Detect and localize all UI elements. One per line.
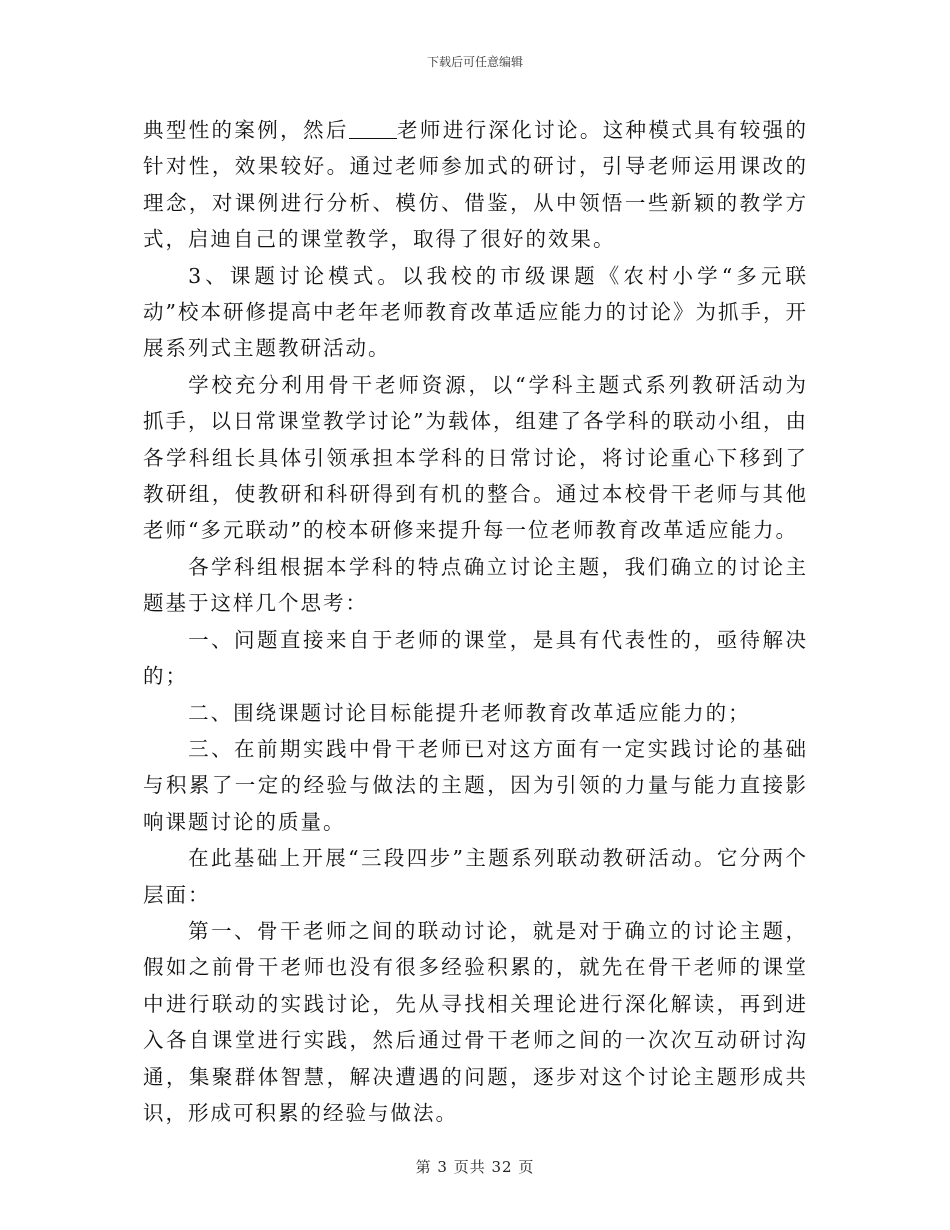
paragraph-5: 在此基础上开展“三段四步”主题系列联动教研活动。它分两个层面：: [143, 846, 808, 907]
document-body: [143, 112, 808, 1131]
paragraph-4: 各学科组根据本学科的特点确立讨论主题，我们确立的讨论主题基于这样几个思考：: [143, 554, 808, 616]
paragraph-2: 3、课题讨论模式。以我校的市级课题《农村小学“多元联动”校本研修提高中老年老师教育改革适应能力的讨论》为抓手，开展系列式主题教研活动。: [143, 263, 808, 361]
list-item-3: 三、在前期实践中骨干老师已对这方面有一定实践讨论的基础与积累了一定的经验与做法的主题，因为引领的力量与能力直接影响课题讨论的质量。: [143, 736, 808, 834]
list-item-1: 一、问题直接来自于老师的课堂，是具有代表性的，亟待解决的；: [143, 627, 808, 689]
page-header: 下载后可任意编辑: [426, 55, 523, 69]
paragraph-1-end: 老师进行深化讨论。这种模式具有较强的针对性，效果较好。通过老师参加式的研讨，引导老师运用课改的理念，对课例进行分析、模仿、借鉴，从中领悟一些新颖的教学方式，启迪自己的课堂教学，取得了很好的效果。: [143, 118, 809, 252]
fill-blank: [349, 120, 397, 139]
paragraph-6: 第一、骨干老师之间的联动讨论，就是对于确立的讨论主题，假如之前骨干老师也没有很多经验积累的，就先在骨干老师的课堂中进行联动的实践讨论，先从寻找相关理论进行深化解读，再到进入各自课堂进行实践，然后通过骨干老师之间的一次次互动研讨沟通，集聚群体智慧，解决遭遇的问题，逐步对这个讨论主题形成共识，形成可积累的经验与做法。: [143, 918, 808, 1125]
list-item-2: 二、围绕课题讨论目标能提升老师教育改革适应能力的；: [188, 700, 751, 725]
paragraph-1: [143, 112, 808, 258]
page-footer: 第 3 页共 32 页: [415, 1158, 535, 1176]
paragraph-1-start: 典型性的案例，然后: [143, 118, 349, 142]
paragraph-3: 学校充分利用骨干老师资源，以“学科主题式系列教研活动为抓手，以日常课堂教学讨论”为载体，组建了各学科的联动小组，由各学科组长具体引领承担本学科的日常讨论，将讨论重心下移到了教研组，使教研和科研得到有机的整合。通过本校骨干老师与其他老师“多元联动”的校本研修来提升每一位老师教育改革适应能力。: [143, 372, 808, 543]
